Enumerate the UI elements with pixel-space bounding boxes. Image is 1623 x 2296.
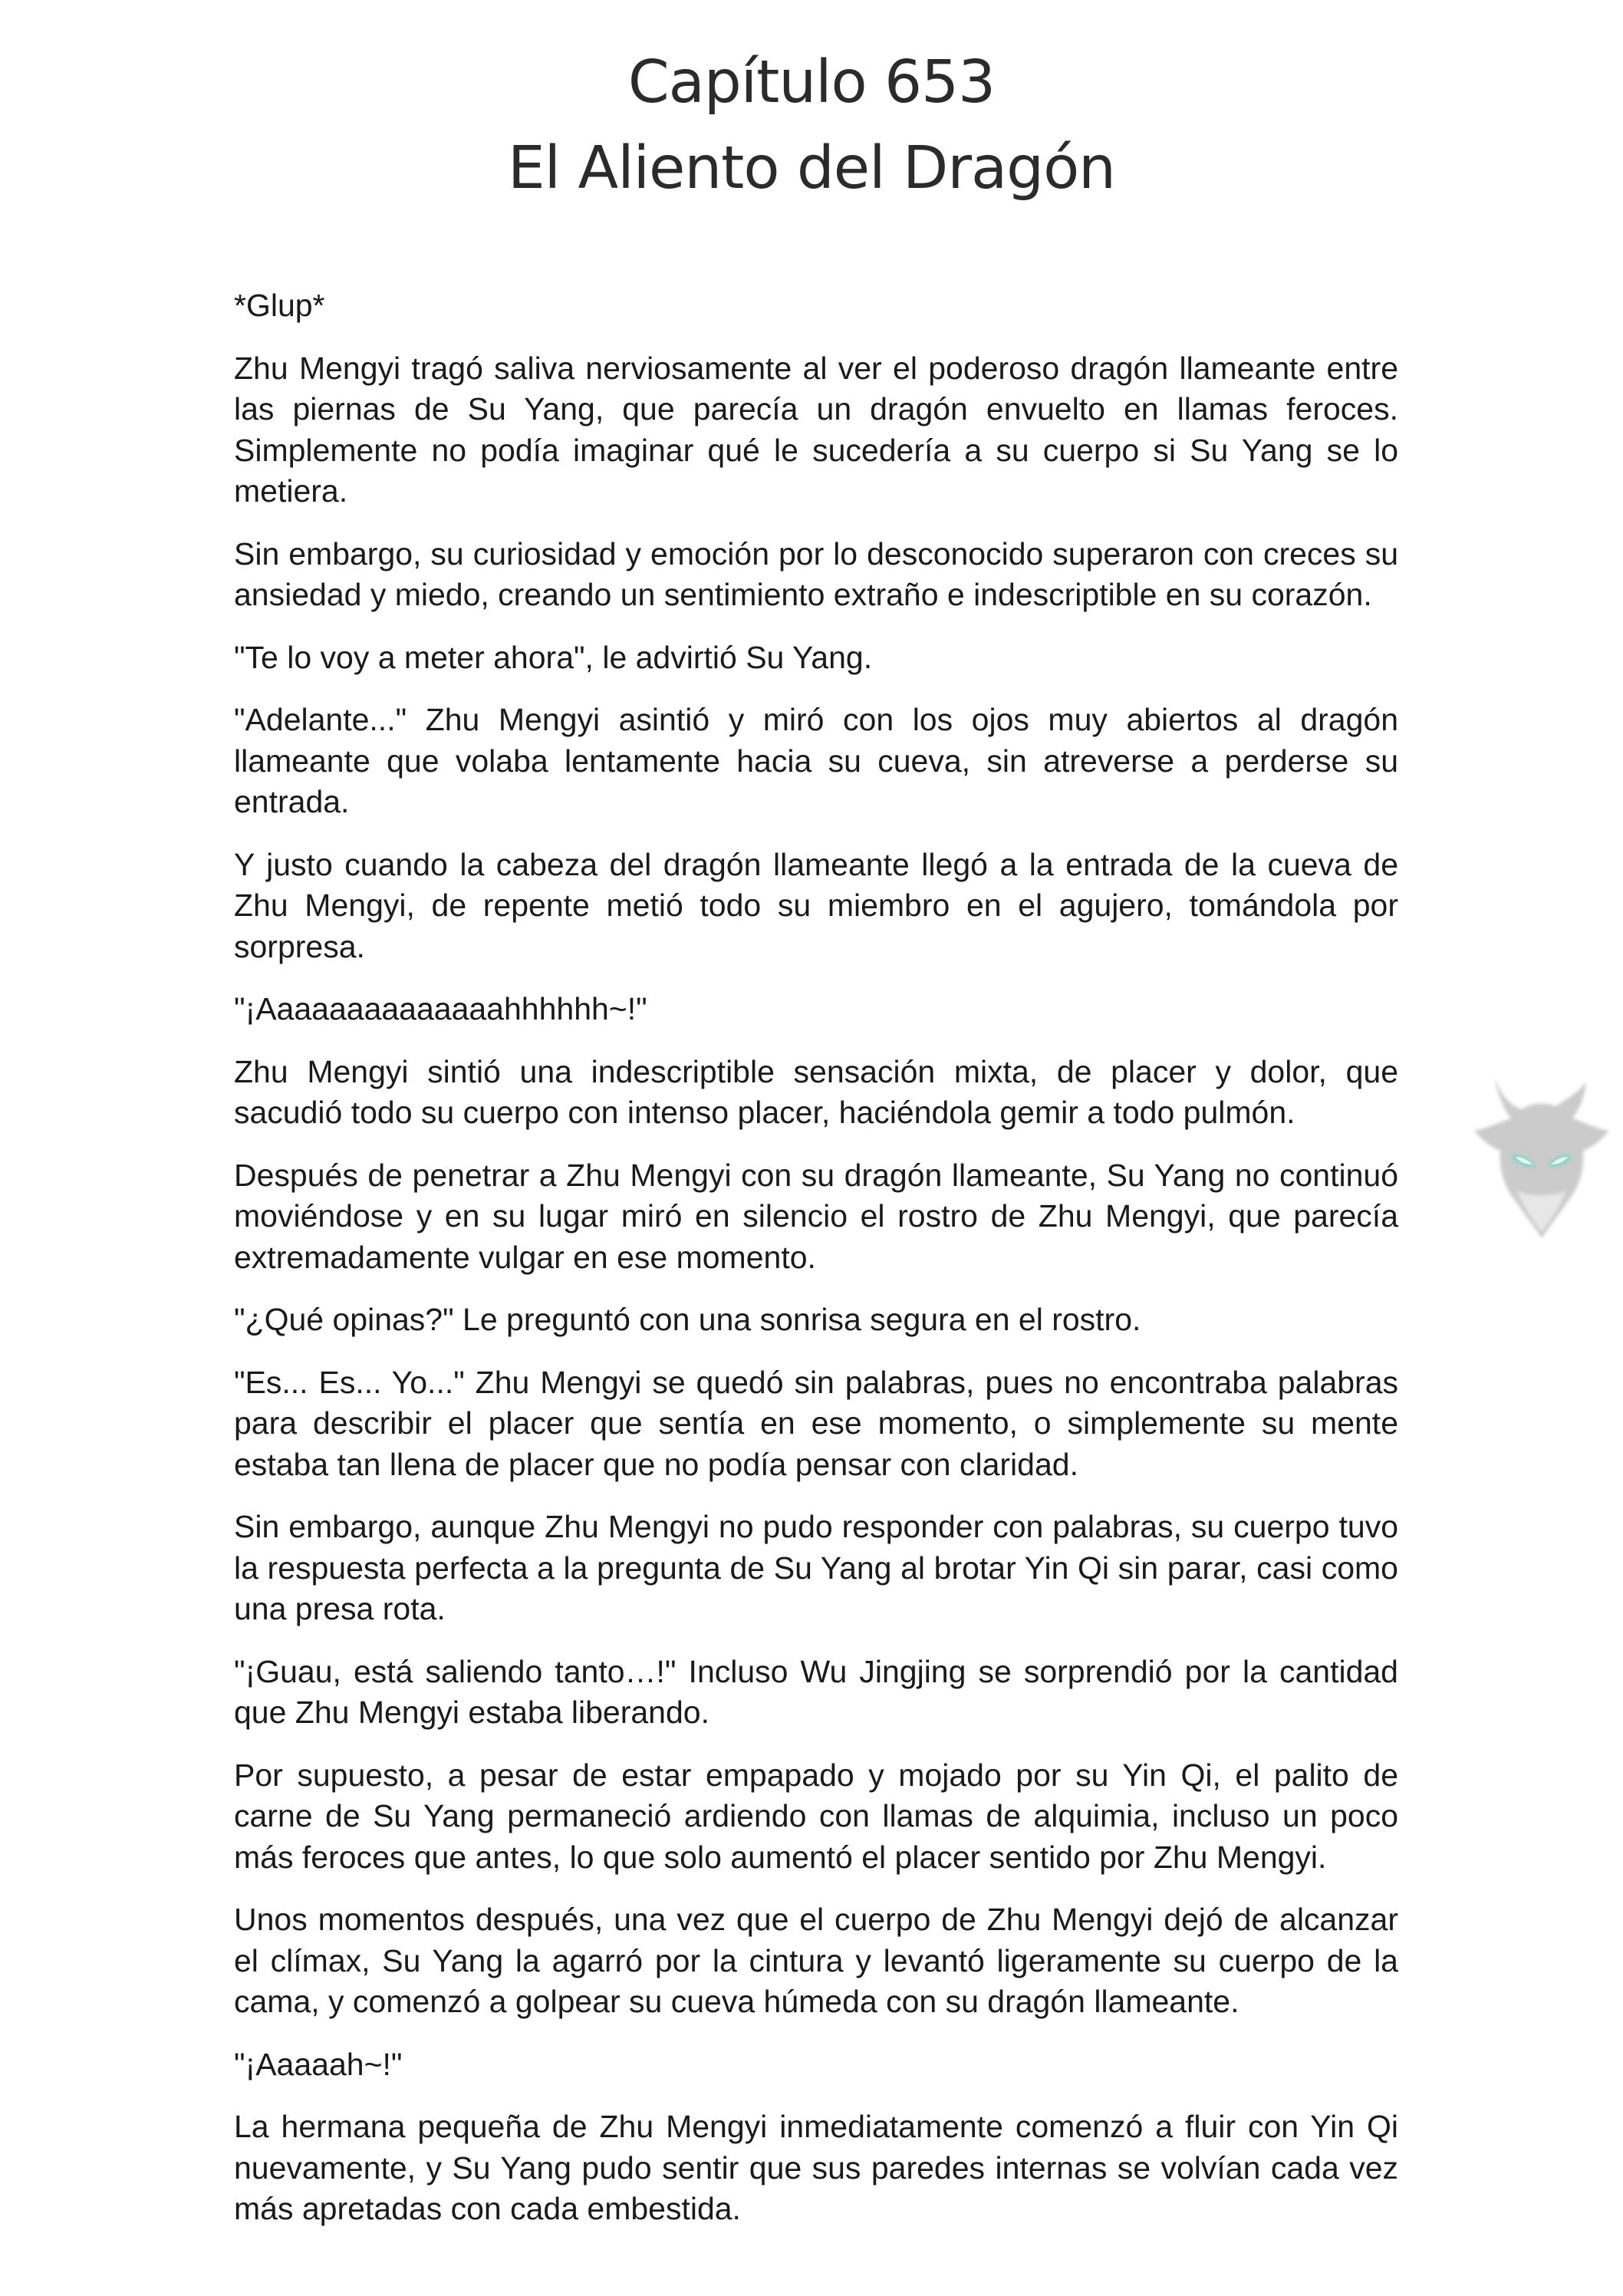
paragraph: "¡Aaaaah~!" [234,2046,403,2082]
paragraph: "Es... Es... Yo..." Zhu Mengyi se quedó sin palabras, pues no encontraba palabras para describir el placer que sentía en ese momento, o simplemente su mente estaba tan llena de placer que no podía pensar con claridad. [234,1364,1398,1482]
paragraph: "¡Aaaaaaaaaaaaaahhhhhh~!" [234,991,647,1026]
paragraph: Zhu Mengyi sintió una indescriptible sensación mixta, de placer y dolor, que sacudió todo su cuerpo con intenso placer, haciéndola gemir a todo pulmón. [234,1053,1398,1130]
chapter-title: El Aliento del Dragón [508,134,1115,203]
paragraph: Zhu Mengyi tragó saliva nerviosamente al ver el poderoso dragón llameante entre las piernas de Su Yang, que parecía un dragón envuelto en llamas feroces. Simplemente no podía imaginar qué le sucedería a su cuerpo si Su Yang se lo metiera. [234,350,1398,509]
paragraph: "¿Qué opinas?" Le preguntó con una sonrisa segura en el rostro. [234,1302,1141,1337]
paragraph: "¡Guau, está saliendo tanto…!" Incluso Wu Jingjing se sorprendió por la cantidad que Zhu Mengyi estaba liberando. [234,1653,1398,1730]
paragraph: *Glup* [234,288,325,323]
paragraph: Sin embargo, aunque Zhu Mengyi no pudo responder con palabras, su cuerpo tuvo la respuesta perfecta a la pregunta de Su Yang al brotar Yin Qi sin parar, casi como una presa rota. [234,1509,1398,1626]
chapter-header [0,40,1623,212]
paragraph: Y justo cuando la cabeza del dragón llameante llegó a la entrada de la cueva de Zhu Mengyi, de repente metió todo su miembro en el agujero, tomándola por sorpresa. [234,846,1398,964]
paragraph: La hermana pequeña de Zhu Mengyi inmediatamente comenzó a fluir con Yin Qi nuevamente, y Su Yang pudo sentir que sus paredes internas se volvían cada vez más apretadas con cada embestida. [234,2109,1398,2226]
paragraph: Unos momentos después, una vez que el cuerpo de Zhu Mengyi dejó de alcanzar el clímax, Su Yang la agarró por la cintura y levantó ligeramente su cuerpo de la cama, y comenzó a golpear su cueva húmeda con su dragón llameante. [234,1902,1398,2019]
paragraph: Después de penetrar a Zhu Mengyi con su dragón llameante, Su Yang no continuó moviéndose y en su lugar miró en silencio el rostro de Zhu Mengyi, que parecía extremadamente vulgar en ese momento. [234,1157,1398,1275]
demon-head-logo-icon [1471,1076,1612,1243]
chapter-number: Capítulo 653 [627,48,996,117]
paragraph: Sin embargo, su curiosidad y emoción por lo desconocido superaron con creces su ansiedad y miedo, creando un sentimiento extraño e indescriptible en su corazón. [234,535,1398,612]
chapter-body [234,285,1398,2252]
paragraph: "Te lo voy a meter ahora", le advirtió Su Yang. [234,639,873,675]
paragraph: "Adelante..." Zhu Mengyi asintió y miró con los ojos muy abiertos al dragón llameante que volaba lentamente hacia su cueva, sin atreverse a perderse su entrada. [234,702,1398,819]
paragraph: Por supuesto, a pesar de estar empapado y mojado por su Yin Qi, el palito de carne de Su Yang permaneció ardiendo con llamas de alquimia, incluso un poco más feroces que antes, lo que solo aumentó el placer sentido por Zhu Mengyi. [234,1757,1398,1875]
